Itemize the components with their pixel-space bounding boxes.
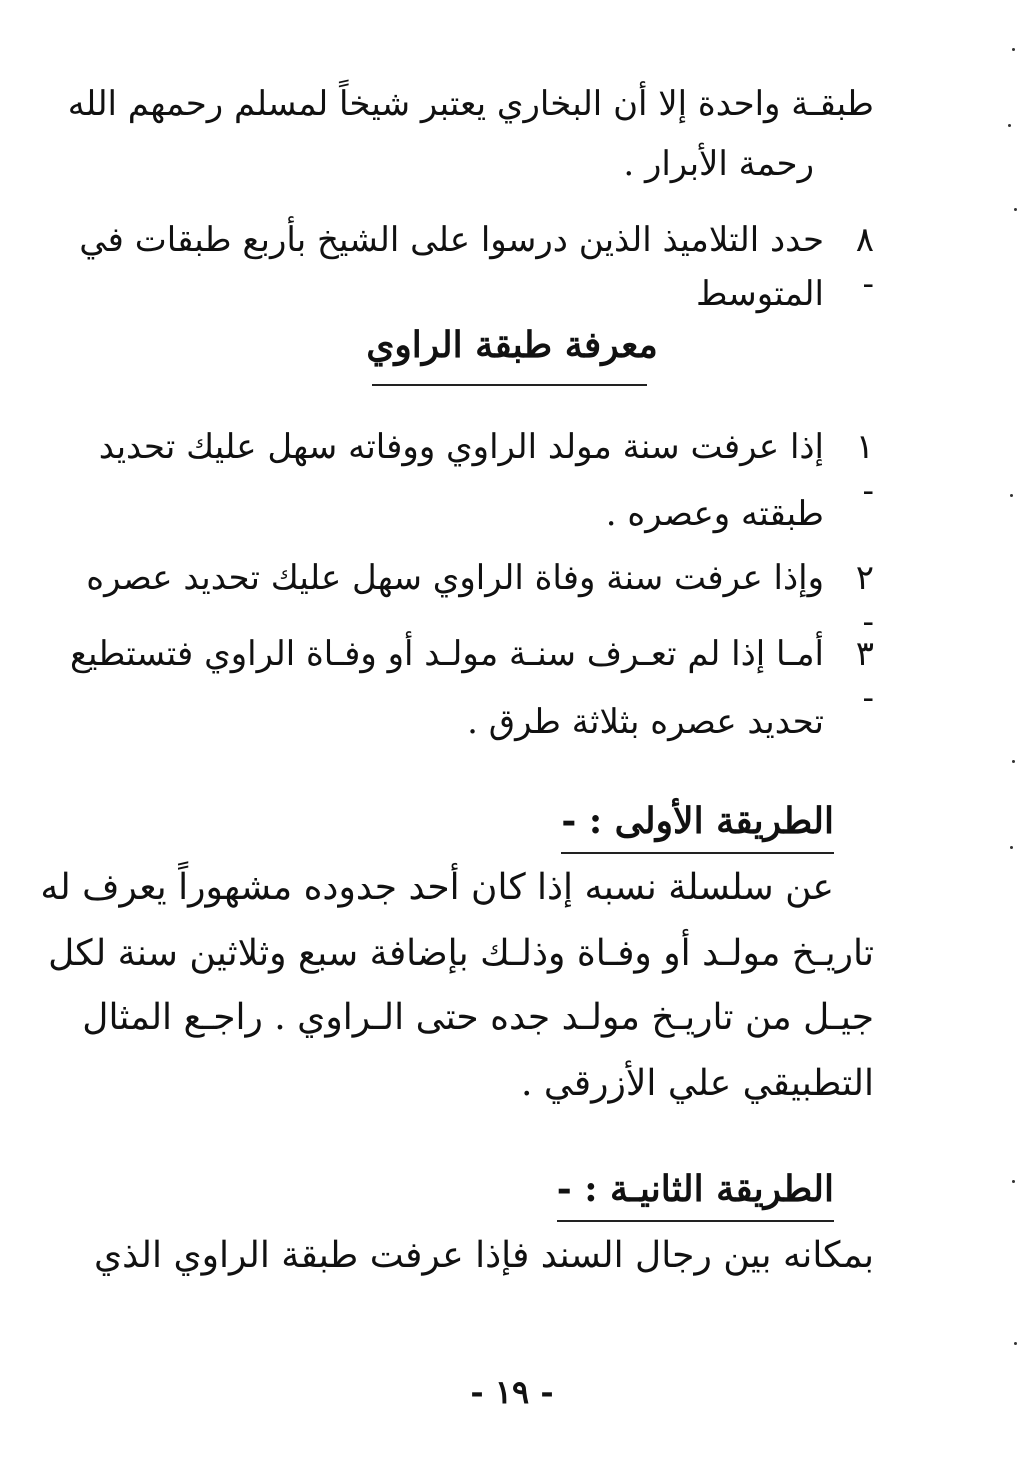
scan-speck	[1012, 48, 1015, 51]
top-paragraph-line-1: طبقـة واحدة إلا أن البخاري يعتبر شيخاً لمسلم رحمهم الله	[67, 84, 874, 124]
item-2-line-1: وإذا عرفت سنة وفاة الراوي سهل عليك تحديد عصره	[86, 558, 824, 598]
item-8-number: ٨ -	[855, 220, 874, 304]
scan-speck	[1012, 1180, 1015, 1183]
item-8-line-2: المتوسط	[695, 274, 824, 314]
scan-speck	[1010, 846, 1013, 849]
method-2-line-1: بمكانه بين رجال السند فإذا عرفت طبقة الراوي الذي	[93, 1235, 874, 1276]
method-1-line-3: جيـل من تاريـخ مولـد جده حتى الـراوي . راجـع المثال	[82, 997, 874, 1038]
item-3-line-1: أمـا إذا لم تعـرف سنـة مولـد أو وفـاة الراوي فتستطيع	[69, 634, 824, 674]
section-title-rule	[372, 384, 647, 386]
method-1-line-1: عن سلسلة نسبه إذا كان أحد جدوده مشهوراً يعرف له	[40, 867, 834, 908]
top-paragraph-line-2: رحمة الأبرار .	[623, 144, 814, 184]
scan-speck	[1012, 760, 1015, 763]
scan-speck	[1010, 494, 1013, 497]
item-1-number: ١ -	[855, 427, 874, 511]
method-1-heading: الطريقة الأولى : -	[561, 796, 834, 854]
method-1-line-2: تاريـخ مولـد أو وفـاة وذلـك بإضافة سبع وثلاثين سنة لكل	[48, 933, 874, 974]
section-title: معرفة طبقة الراوي	[366, 324, 658, 366]
item-1-line-2: طبقته وعصره .	[605, 494, 824, 534]
scan-speck	[1008, 124, 1011, 127]
page-number: - ١٩ -	[470, 1373, 554, 1411]
item-2-number: ٢ -	[855, 558, 874, 642]
item-8-line-1: حدد التلاميذ الذين درسوا على الشيخ بأربع طبقات في	[79, 220, 824, 260]
method-2-heading: الطريقة الثانيـة : -	[557, 1164, 834, 1222]
method-1-line-4: التطبيقي علي الأزرقي .	[520, 1063, 874, 1104]
scan-speck	[1014, 1342, 1017, 1345]
item-3-number: ٣ -	[855, 634, 874, 718]
item-1-line-1: إذا عرفت سنة مولد الراوي ووفاته سهل عليك تحديد	[98, 427, 824, 467]
scan-speck	[1014, 208, 1017, 211]
item-3-line-2: تحديد عصره بثلاثة طرق .	[467, 702, 824, 742]
